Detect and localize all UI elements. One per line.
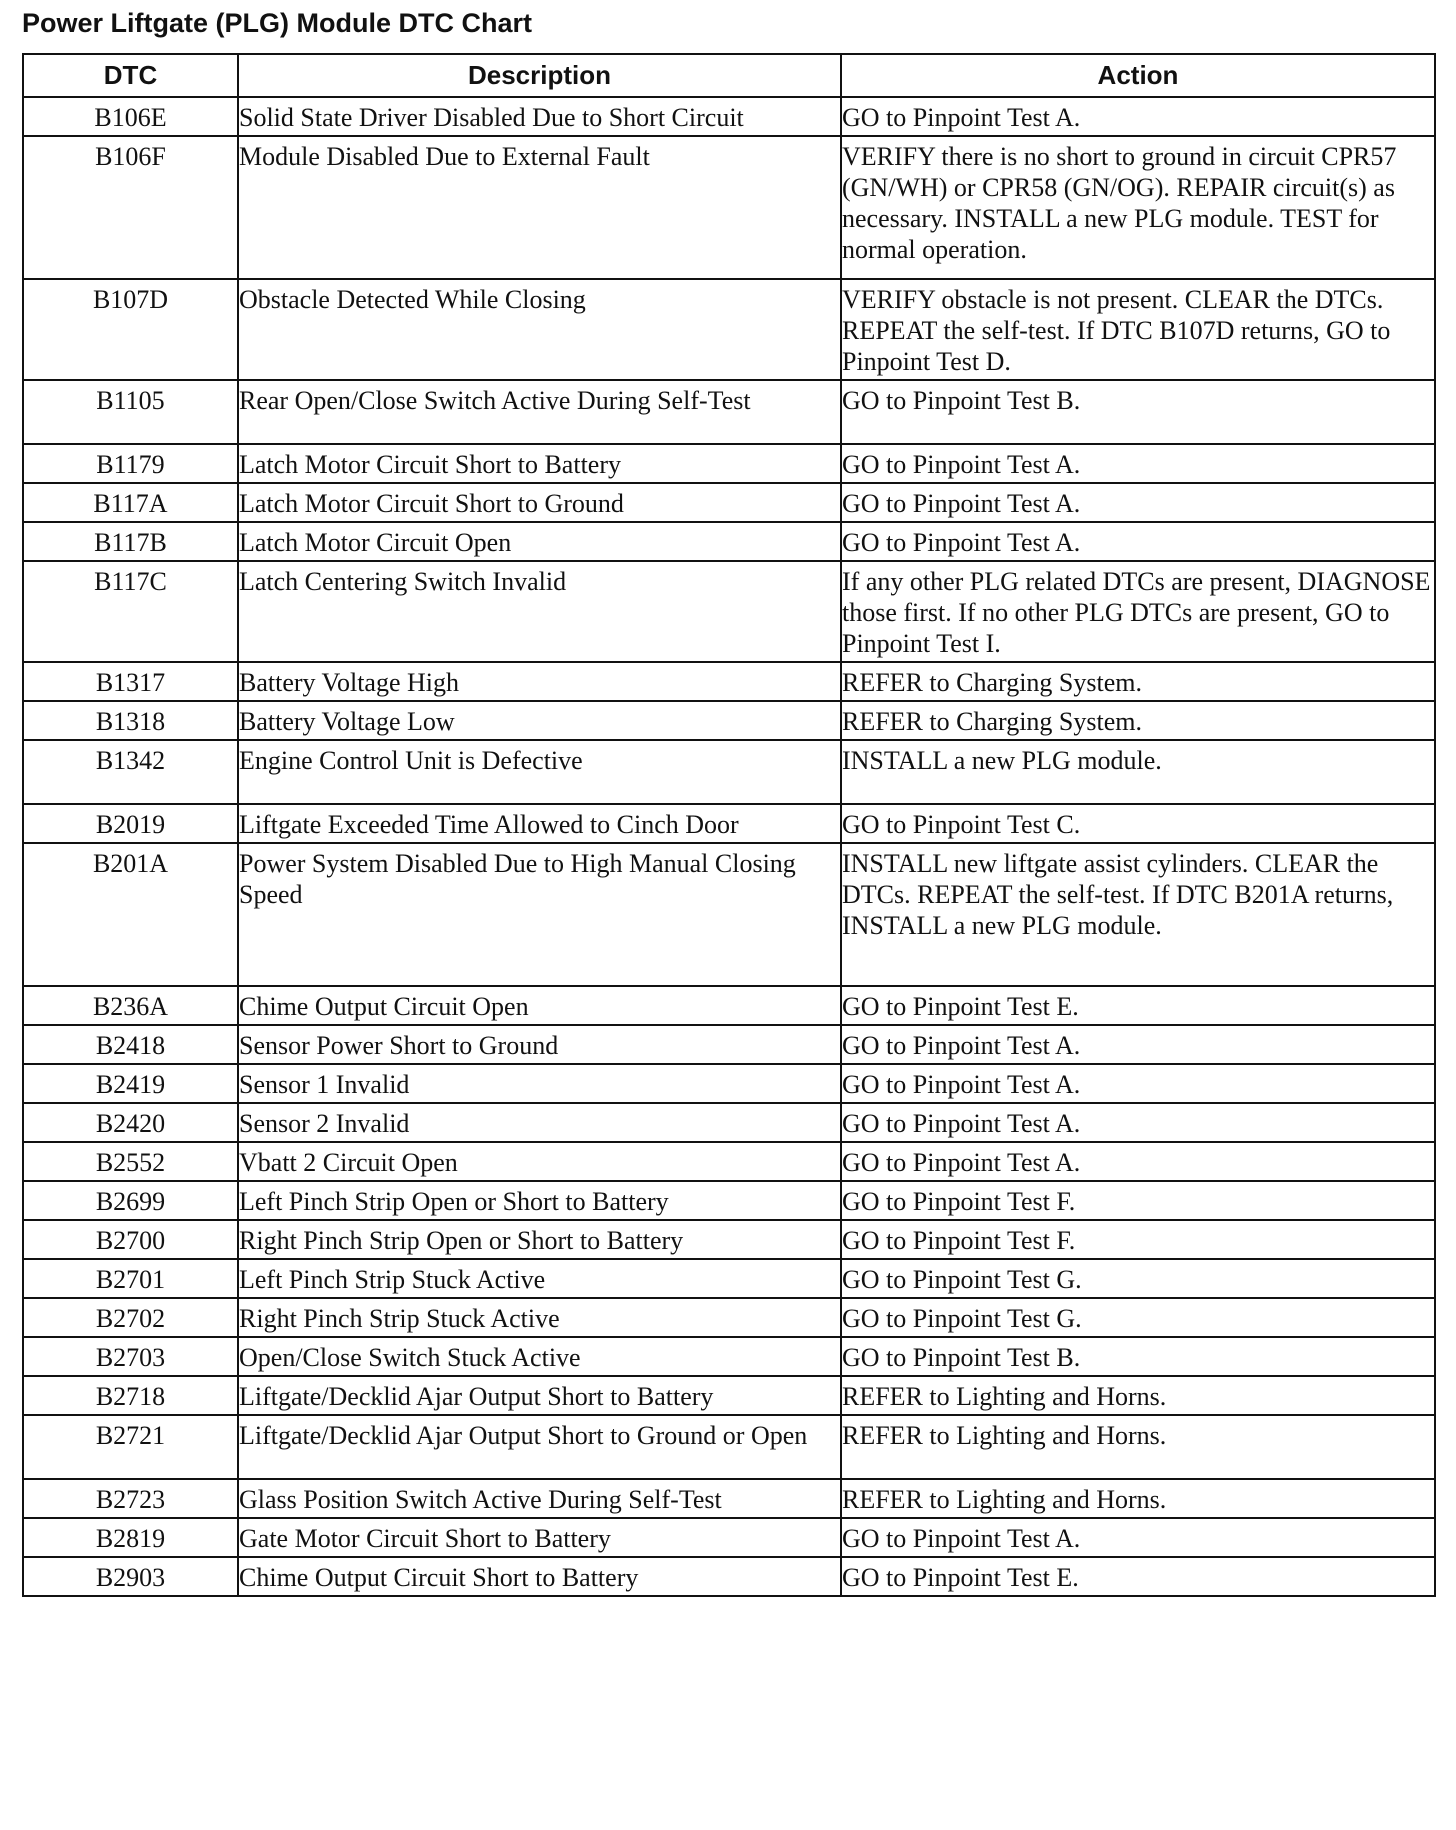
dtc-description: Latch Motor Circuit Short to Ground	[238, 483, 841, 522]
dtc-code: B2700	[23, 1220, 238, 1259]
dtc-action: GO to Pinpoint Test E.	[841, 986, 1435, 1025]
table-row	[23, 701, 1435, 740]
table-row	[23, 662, 1435, 701]
dtc-code: B2903	[23, 1557, 238, 1596]
dtc-description: Left Pinch Strip Open or Short to Battery	[238, 1181, 841, 1220]
dtc-action: GO to Pinpoint Test A.	[841, 444, 1435, 483]
dtc-code: B117C	[23, 561, 238, 662]
dtc-action: INSTALL a new PLG module.	[841, 740, 1435, 804]
dtc-description: Latch Motor Circuit Open	[238, 522, 841, 561]
table-row	[23, 843, 1435, 986]
dtc-description: Open/Close Switch Stuck Active	[238, 1337, 841, 1376]
dtc-action: GO to Pinpoint Test B.	[841, 1337, 1435, 1376]
table-row	[23, 1479, 1435, 1518]
dtc-description: Sensor 2 Invalid	[238, 1103, 841, 1142]
dtc-description: Liftgate/Decklid Ajar Output Short to Ground or Open	[238, 1415, 841, 1479]
dtc-description: Rear Open/Close Switch Active During Self-Test	[238, 380, 841, 444]
table-row	[23, 740, 1435, 804]
dtc-description: Chime Output Circuit Short to Battery	[238, 1557, 841, 1596]
dtc-action: GO to Pinpoint Test F.	[841, 1181, 1435, 1220]
dtc-code: B2701	[23, 1259, 238, 1298]
dtc-action: GO to Pinpoint Test A.	[841, 1103, 1435, 1142]
table-body	[23, 97, 1435, 1596]
dtc-code: B2420	[23, 1103, 238, 1142]
dtc-description: Chime Output Circuit Open	[238, 986, 841, 1025]
dtc-action: REFER to Charging System.	[841, 662, 1435, 701]
dtc-action: VERIFY obstacle is not present. CLEAR the DTCs. REPEAT the self-test. If DTC B107D returns, GO to Pinpoint Test D.	[841, 279, 1435, 380]
dtc-code: B2819	[23, 1518, 238, 1557]
dtc-action: REFER to Lighting and Horns.	[841, 1479, 1435, 1518]
dtc-code: B107D	[23, 279, 238, 380]
dtc-action: REFER to Lighting and Horns.	[841, 1376, 1435, 1415]
table-row	[23, 986, 1435, 1025]
table-row	[23, 1220, 1435, 1259]
dtc-description: Latch Centering Switch Invalid	[238, 561, 841, 662]
dtc-code: B117B	[23, 522, 238, 561]
dtc-description: Power System Disabled Due to High Manual Closing Speed	[238, 843, 841, 986]
table-row	[23, 561, 1435, 662]
dtc-action: GO to Pinpoint Test A.	[841, 1064, 1435, 1103]
dtc-code: B2718	[23, 1376, 238, 1415]
dtc-code: B2699	[23, 1181, 238, 1220]
dtc-action: GO to Pinpoint Test A.	[841, 1142, 1435, 1181]
table-row	[23, 279, 1435, 380]
table-row	[23, 1337, 1435, 1376]
dtc-action: GO to Pinpoint Test A.	[841, 522, 1435, 561]
dtc-code: B2702	[23, 1298, 238, 1337]
page-title: Power Liftgate (PLG) Module DTC Chart	[22, 8, 532, 38]
dtc-description: Vbatt 2 Circuit Open	[238, 1142, 841, 1181]
dtc-action: GO to Pinpoint Test A.	[841, 1025, 1435, 1064]
dtc-description: Module Disabled Due to External Fault	[238, 136, 841, 279]
dtc-action: VERIFY there is no short to ground in circuit CPR57 (GN/WH) or CPR58 (GN/OG). REPAIR circuit(s) as necessary. INSTALL a new PLG module. TEST for normal operation.	[841, 136, 1435, 279]
table-row	[23, 804, 1435, 843]
dtc-code: B2723	[23, 1479, 238, 1518]
dtc-code: B1342	[23, 740, 238, 804]
table-row	[23, 1376, 1435, 1415]
table-row	[23, 1142, 1435, 1181]
table-row	[23, 1181, 1435, 1220]
dtc-action: REFER to Lighting and Horns.	[841, 1415, 1435, 1479]
dtc-description: Solid State Driver Disabled Due to Short Circuit	[238, 97, 841, 136]
dtc-description: Battery Voltage High	[238, 662, 841, 701]
dtc-code: B2019	[23, 804, 238, 843]
dtc-description: Right Pinch Strip Stuck Active	[238, 1298, 841, 1337]
dtc-code: B1317	[23, 662, 238, 701]
column-header-action: Action	[841, 54, 1435, 97]
dtc-table	[22, 53, 1436, 1597]
table-row	[23, 1103, 1435, 1142]
dtc-description: Liftgate/Decklid Ajar Output Short to Battery	[238, 1376, 841, 1415]
table-row	[23, 444, 1435, 483]
dtc-action: GO to Pinpoint Test E.	[841, 1557, 1435, 1596]
dtc-description: Gate Motor Circuit Short to Battery	[238, 1518, 841, 1557]
table-row	[23, 380, 1435, 444]
column-header-dtc: DTC	[23, 54, 238, 97]
table-row	[23, 1518, 1435, 1557]
dtc-description: Battery Voltage Low	[238, 701, 841, 740]
dtc-code: B1318	[23, 701, 238, 740]
dtc-action: GO to Pinpoint Test B.	[841, 380, 1435, 444]
dtc-code: B201A	[23, 843, 238, 986]
table-row	[23, 1557, 1435, 1596]
dtc-action: GO to Pinpoint Test A.	[841, 483, 1435, 522]
dtc-action: If any other PLG related DTCs are present, DIAGNOSE those first. If no other PLG DTCs are present, GO to Pinpoint Test I.	[841, 561, 1435, 662]
dtc-description: Obstacle Detected While Closing	[238, 279, 841, 380]
dtc-action: GO to Pinpoint Test G.	[841, 1298, 1435, 1337]
table-row	[23, 483, 1435, 522]
dtc-code: B106F	[23, 136, 238, 279]
dtc-description: Liftgate Exceeded Time Allowed to Cinch Door	[238, 804, 841, 843]
dtc-action: INSTALL new liftgate assist cylinders. CLEAR the DTCs. REPEAT the self-test. If DTC B201A returns, INSTALL a new PLG module.	[841, 843, 1435, 986]
dtc-code: B106E	[23, 97, 238, 136]
dtc-code: B2703	[23, 1337, 238, 1376]
dtc-description: Sensor Power Short to Ground	[238, 1025, 841, 1064]
dtc-action: GO to Pinpoint Test C.	[841, 804, 1435, 843]
dtc-action: GO to Pinpoint Test A.	[841, 1518, 1435, 1557]
table-row	[23, 1025, 1435, 1064]
dtc-action: GO to Pinpoint Test F.	[841, 1220, 1435, 1259]
table-row	[23, 97, 1435, 136]
dtc-action: REFER to Charging System.	[841, 701, 1435, 740]
dtc-description: Engine Control Unit is Defective	[238, 740, 841, 804]
dtc-code: B117A	[23, 483, 238, 522]
dtc-code: B2552	[23, 1142, 238, 1181]
dtc-code: B1179	[23, 444, 238, 483]
table-row	[23, 522, 1435, 561]
dtc-code: B1105	[23, 380, 238, 444]
header-row	[23, 54, 1435, 97]
dtc-code: B2419	[23, 1064, 238, 1103]
table-row	[23, 136, 1435, 279]
dtc-description: Right Pinch Strip Open or Short to Battery	[238, 1220, 841, 1259]
dtc-code: B2418	[23, 1025, 238, 1064]
dtc-description: Glass Position Switch Active During Self-Test	[238, 1479, 841, 1518]
dtc-action: GO to Pinpoint Test A.	[841, 97, 1435, 136]
dtc-code: B236A	[23, 986, 238, 1025]
dtc-description: Latch Motor Circuit Short to Battery	[238, 444, 841, 483]
dtc-description: Sensor 1 Invalid	[238, 1064, 841, 1103]
dtc-code: B2721	[23, 1415, 238, 1479]
table-row	[23, 1064, 1435, 1103]
dtc-description: Left Pinch Strip Stuck Active	[238, 1259, 841, 1298]
dtc-action: GO to Pinpoint Test G.	[841, 1259, 1435, 1298]
table-row	[23, 1298, 1435, 1337]
table-row	[23, 1415, 1435, 1479]
column-header-description: Description	[238, 54, 841, 97]
table-row	[23, 1259, 1435, 1298]
